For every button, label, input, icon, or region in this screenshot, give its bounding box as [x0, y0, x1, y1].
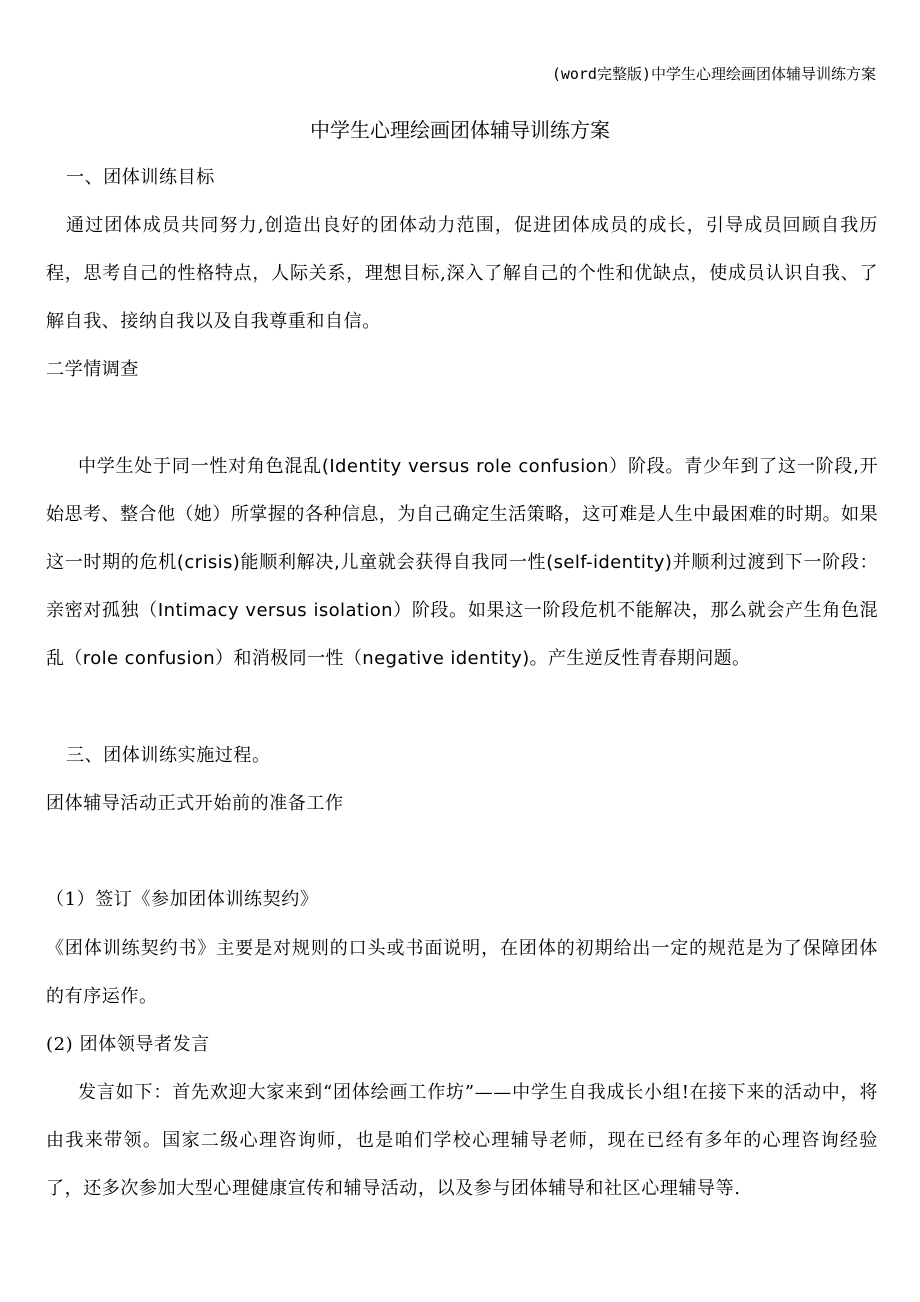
section-1-heading: 一、团体训练目标: [66, 167, 215, 188]
section-2-heading: 二学情调查: [46, 359, 139, 380]
section-3-heading: 三、团体训练实施过程。: [66, 745, 271, 766]
section-2-body: 中学生处于同一性对角色混乱(Identity versus role confusion）阶段。青少年到了这一阶段,开始思考、整合他（她）所掌握的各种信息，为自己确定生活策略，这可难是人生中最困难的时期。如果这一时期的危机(crisis)能顺利解决,儿童就会获得自我同一性(self-identity)并顺利过渡到下一阶段：亲密对孤独（Intimacy versus isolation）阶段。如果这一阶段危机不能解决，那么就会产生角色混乱（role confusion）和消极同一性（negative identity)。产生逆反性青春期问题。: [46, 456, 878, 669]
section-1-body: 通过团体成员共同努力,创造出良好的团体动力范围，促进团体成员的成长，引导成员回顾自我历程，思考自己的性格特点，人际关系，理想目标,深入了解自己的个性和优缺点，使成员认识自我、了解自我、接纳自我以及自我尊重和自信。: [46, 215, 878, 332]
running-header: (word完整版)中学生心理绘画团体辅导训练方案: [551, 65, 876, 83]
item-2-heading: (2) 团体领导者发言: [46, 1034, 210, 1055]
item-1-body: 《团体训练契约书》主要是对规则的口头或书面说明，在团体的初期给出一定的规范是为了保障团体的有序运作。: [46, 938, 878, 1007]
item-1-heading: （1）签订《参加团体训练契约》: [46, 889, 319, 910]
item-2-body: 发言如下：首先欢迎大家来到“团体绘画工作坊”——中学生自我成长小组!在接下来的活动中，将由我来带领。国家二级心理咨询师，也是咱们学校心理辅导老师，现在已经有多年的心理咨询经验了，还多次参加大型心理健康宣传和辅导活动，以及参与团体辅导和社区心理辅导等.: [46, 1082, 878, 1199]
document-title: 中学生心理绘画团体辅导训练方案: [310, 118, 610, 142]
section-3-subheading: 团体辅导活动正式开始前的准备工作: [46, 793, 344, 814]
